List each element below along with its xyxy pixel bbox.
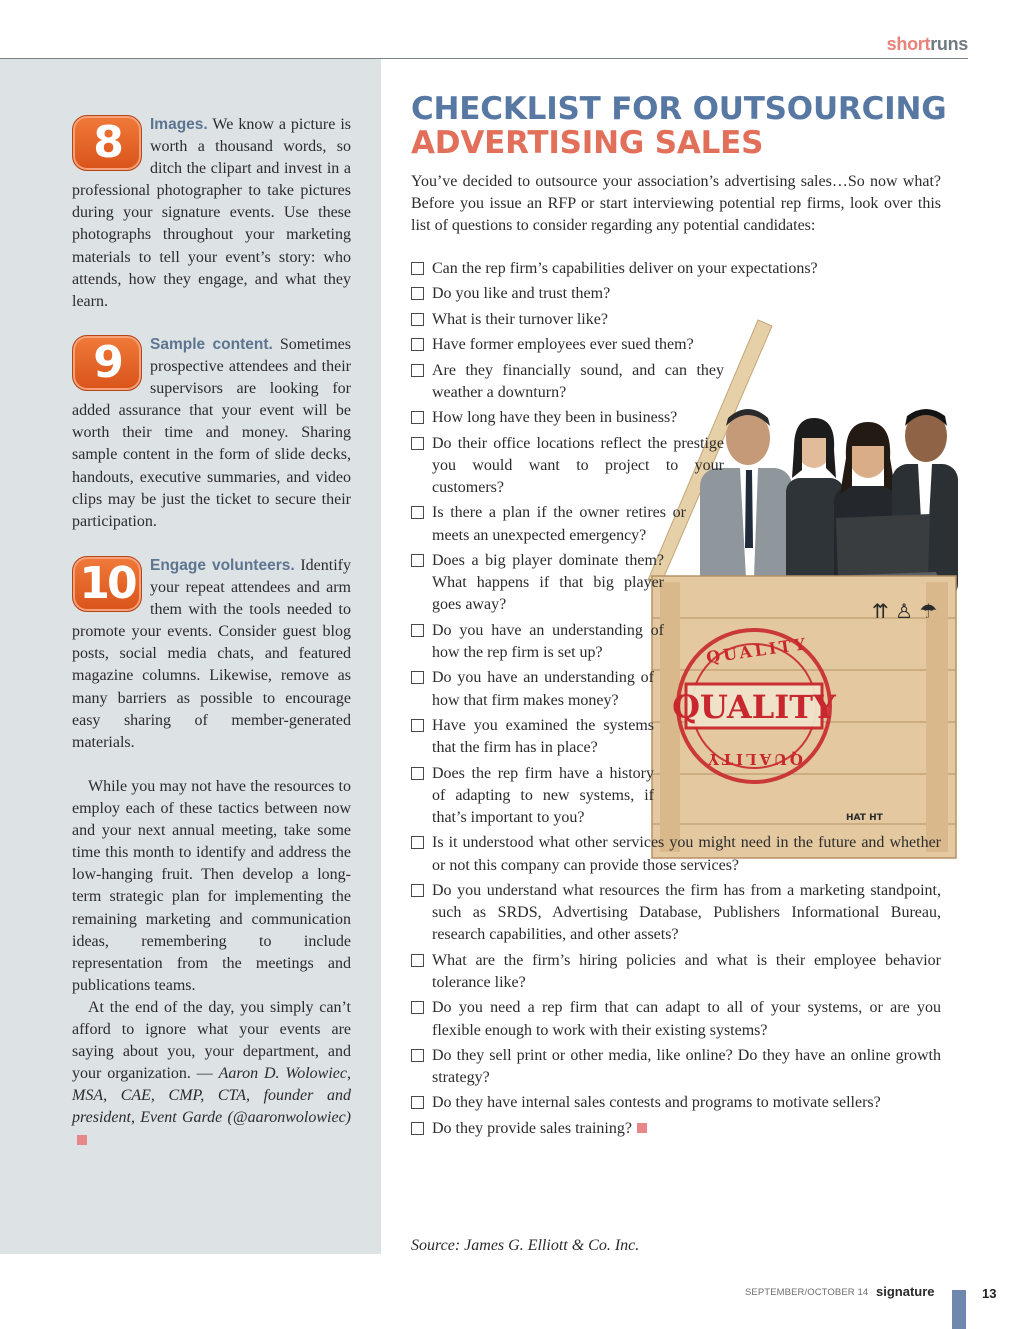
checkbox-icon [411,1096,424,1109]
footer-brand: signature [876,1284,935,1299]
footer-accent-bar [952,1290,966,1329]
checkbox-icon [411,1122,424,1135]
checklist-item [411,1118,941,1140]
checklist-item [411,502,686,546]
checklist-item-text: Do their office locations reflect the prestige you would want to project to your customers? [432,434,724,496]
checklist-item [411,360,724,404]
article-title-line-1: CHECKLIST FOR OUTSOURCING [411,91,947,127]
page-number: 13 [982,1286,997,1301]
tip-9: 9 Sample content. Sometimes prospective attendees and their supervisors are looking for added assurance that your event will be worth their time and money. Sharing sample content in the form of slide decks, handouts, executive summaries, and video clips may be just the ticket to secure their participation. [72,336,351,530]
checklist-item-text: Are they financially sound, and can they weather a downturn? [432,361,724,401]
section-tag-runs: runs [930,34,968,54]
author-signature: Aaron D. Wolowiec, MSA, CAE, CMP, CTA, founder and president, Event Garde (@aaronwolowiec) [72,1065,351,1127]
tip-body-images: We know a picture is worth a thousand words, so ditch the clipart and invest in a professional photographer to take pictures during your signature events. Use these photographs throughout your marketing materials to tell your event’s story: who attends, how they engage, and what they learn. [72,116,351,310]
tip-10: 10 Engage volunteers. Identify your repeat attendees and arm them with the tools needed to promote your events. Consider guest blog posts, social media chats, and featured magazine columns. Likewise, remove as many barriers as possible to encourage easy sharing of member-generated materials. [72,557,351,751]
checklist-item-text: Do they have internal sales contests and programs to motivate sellers? [432,1094,881,1112]
checkbox-icon [411,624,424,637]
checklist-item-text: Do you like and trust them? [432,285,611,303]
checklist-item-text: Does the rep firm have a history of adapting to new systems, if that’s important to you? [432,764,654,826]
closing-text [72,776,351,1152]
checklist-item [411,258,941,280]
tip-number-badge-9: 9 [72,335,142,391]
checklist-item [411,997,941,1041]
stamp-middle-text: QUALITY [672,688,836,726]
checkbox-icon [411,554,424,567]
section-tag [887,34,968,55]
tip-heading-images: Images [150,116,204,133]
stamp-bottom-text: QUALITY [705,750,803,768]
checkbox-icon [411,1049,424,1062]
closing-paragraph-2 [72,997,351,1152]
tip-heading-sample-content: Sample content [150,336,269,353]
stamp-top-text: QUALITY [704,633,810,668]
checklist-item [411,763,654,830]
section-tag-short: short [886,34,931,54]
checklist-item-text: Have you examined the systems that the firm has in place? [432,716,654,757]
checkbox-icon [411,1001,424,1014]
checklist-item-text: Can the rep firm’s capabilities deliver on your expectations? [432,260,818,277]
checkbox-icon [411,767,424,780]
checkbox-icon [411,364,424,377]
crate-mark-text: HAT HT [846,813,883,823]
checklist-item [411,550,664,617]
checkbox-icon [411,287,424,300]
source-credit: Source: James G. Elliott & Co. Inc. [411,1237,640,1254]
footer-issue-date: SEPTEMBER/OCTOBER 14 [745,1287,869,1298]
tip-8: 8 Images. We know a picture is worth a thousand words, so ditch the clipart and invest in a professional photographer to take pictures during your signature events. Use these photographs throughout your marketing materials to tell your event’s story: who attends, how they engage, and what they learn. [72,116,351,310]
checklist-item [411,880,941,947]
checklist-item [411,620,664,664]
checklist-item-text: How long have they been in business? [432,409,678,427]
checklist-item-text: Is there a plan if the owner retires or meets an unexpected emergency? [432,504,686,544]
article-title [411,92,946,160]
checklist-item [411,715,654,759]
end-of-story-mark [637,1123,647,1133]
checklist-item [411,433,724,500]
checklist-item-text: Do you need a rep firm that can adapt to all of your systems, or are you flexible enough to work with their existing systems? [432,999,941,1039]
checkbox-icon [411,262,424,275]
checklist-item [411,1045,941,1089]
checklist-item-text: Have former employees ever sued them? [432,336,694,354]
end-of-story-mark [77,1135,87,1145]
checklist-item [411,1092,941,1114]
checklist-item-text: What is their turnover like? [432,310,608,328]
closing-paragraph-2-text: At the end of the day, you simply can’t afford to ignore what your events are saying about you, your department, and your organization. — [72,998,351,1083]
checklist-item-text: Does a big player dominate them? What happens if that big player goes away? [432,551,664,614]
tip-number-badge-10: 10 [72,556,142,612]
checklist-item [411,950,941,994]
checklist-item-text: Do you have an understanding of how that firm makes money? [432,669,654,709]
checklist-item [411,667,654,711]
checklist-item [411,334,724,356]
checkbox-icon [411,313,424,326]
checkbox-icon [411,884,424,897]
checklist [411,258,941,1143]
checklist-item-text: Is it understood what other services you might need in the future and whether or not this company can provide those services? [432,834,941,874]
tip-body-sample-content: Sometimes prospective attendees and their supervisors are looking for added assurance that your event will be worth their time and money. Sharing sample content in the form of slide decks, handouts, executive summaries, and video clips may be just the ticket to secure their participation. [72,336,351,530]
checklist-item [411,309,941,331]
checklist-item-text: Do they provide sales training? [432,1119,632,1137]
checklist-item [411,283,941,305]
checkbox-icon [411,836,424,849]
checklist-item-text: Do you have an understanding of how the rep firm is set up? [432,621,664,661]
checkbox-icon [411,954,424,967]
tip-body-engage-volunteers: Identify your repeat attendees and arm them with the tools needed to promote your events. Consider guest blog posts, social media chats, and featured magazine columns. Likewise, remove as many barriers as possible to encourage easy sharing of member-generated materials. [72,557,351,751]
checkbox-icon [411,437,424,450]
checkbox-icon [411,506,424,519]
checkbox-icon [411,719,424,732]
checklist-item [411,832,941,876]
checklist-item-text: Do they sell print or other media, like online? Do they have an online growth strategy? [432,1046,941,1087]
checklist-item [411,407,724,429]
tip-heading-engage-volunteers: Engage volunteers [150,557,291,574]
checklist-item-text: What are the firm’s hiring policies and what is their employee behavior tolerance like? [432,951,941,991]
tip-number-badge-8: 8 [72,115,142,171]
closing-paragraph-1: While you may not have the resources to employ each of these tactics between now and your next annual meeting, take some time this month to identify and address the low-hanging fruit. Then develop a long-term strategic plan for implementing the remaining marketing and communication ideas, remembering to include representation from the meetings and publications teams. [72,778,351,994]
checkbox-icon [411,671,424,684]
checklist-item-text: Do you understand what resources the firm has from a marketing standpoint, such as SRDS, Advertising Database, Publishers Informational Bureau, research capabilities, and other assets? [432,881,941,944]
article-intro: You’ve decided to outsource your association’s advertising sales…So now what? Before you issue an RFP or start interviewing potential rep firms, look over this list of questions to consider regarding any potential candidates: [411,173,941,234]
fragile-symbols-icon: ⇈ ♙ ☂ [872,599,938,623]
article-title-line-2: ADVERTISING SALES [411,125,764,161]
checkbox-icon [411,338,424,351]
checkbox-icon [411,411,424,424]
